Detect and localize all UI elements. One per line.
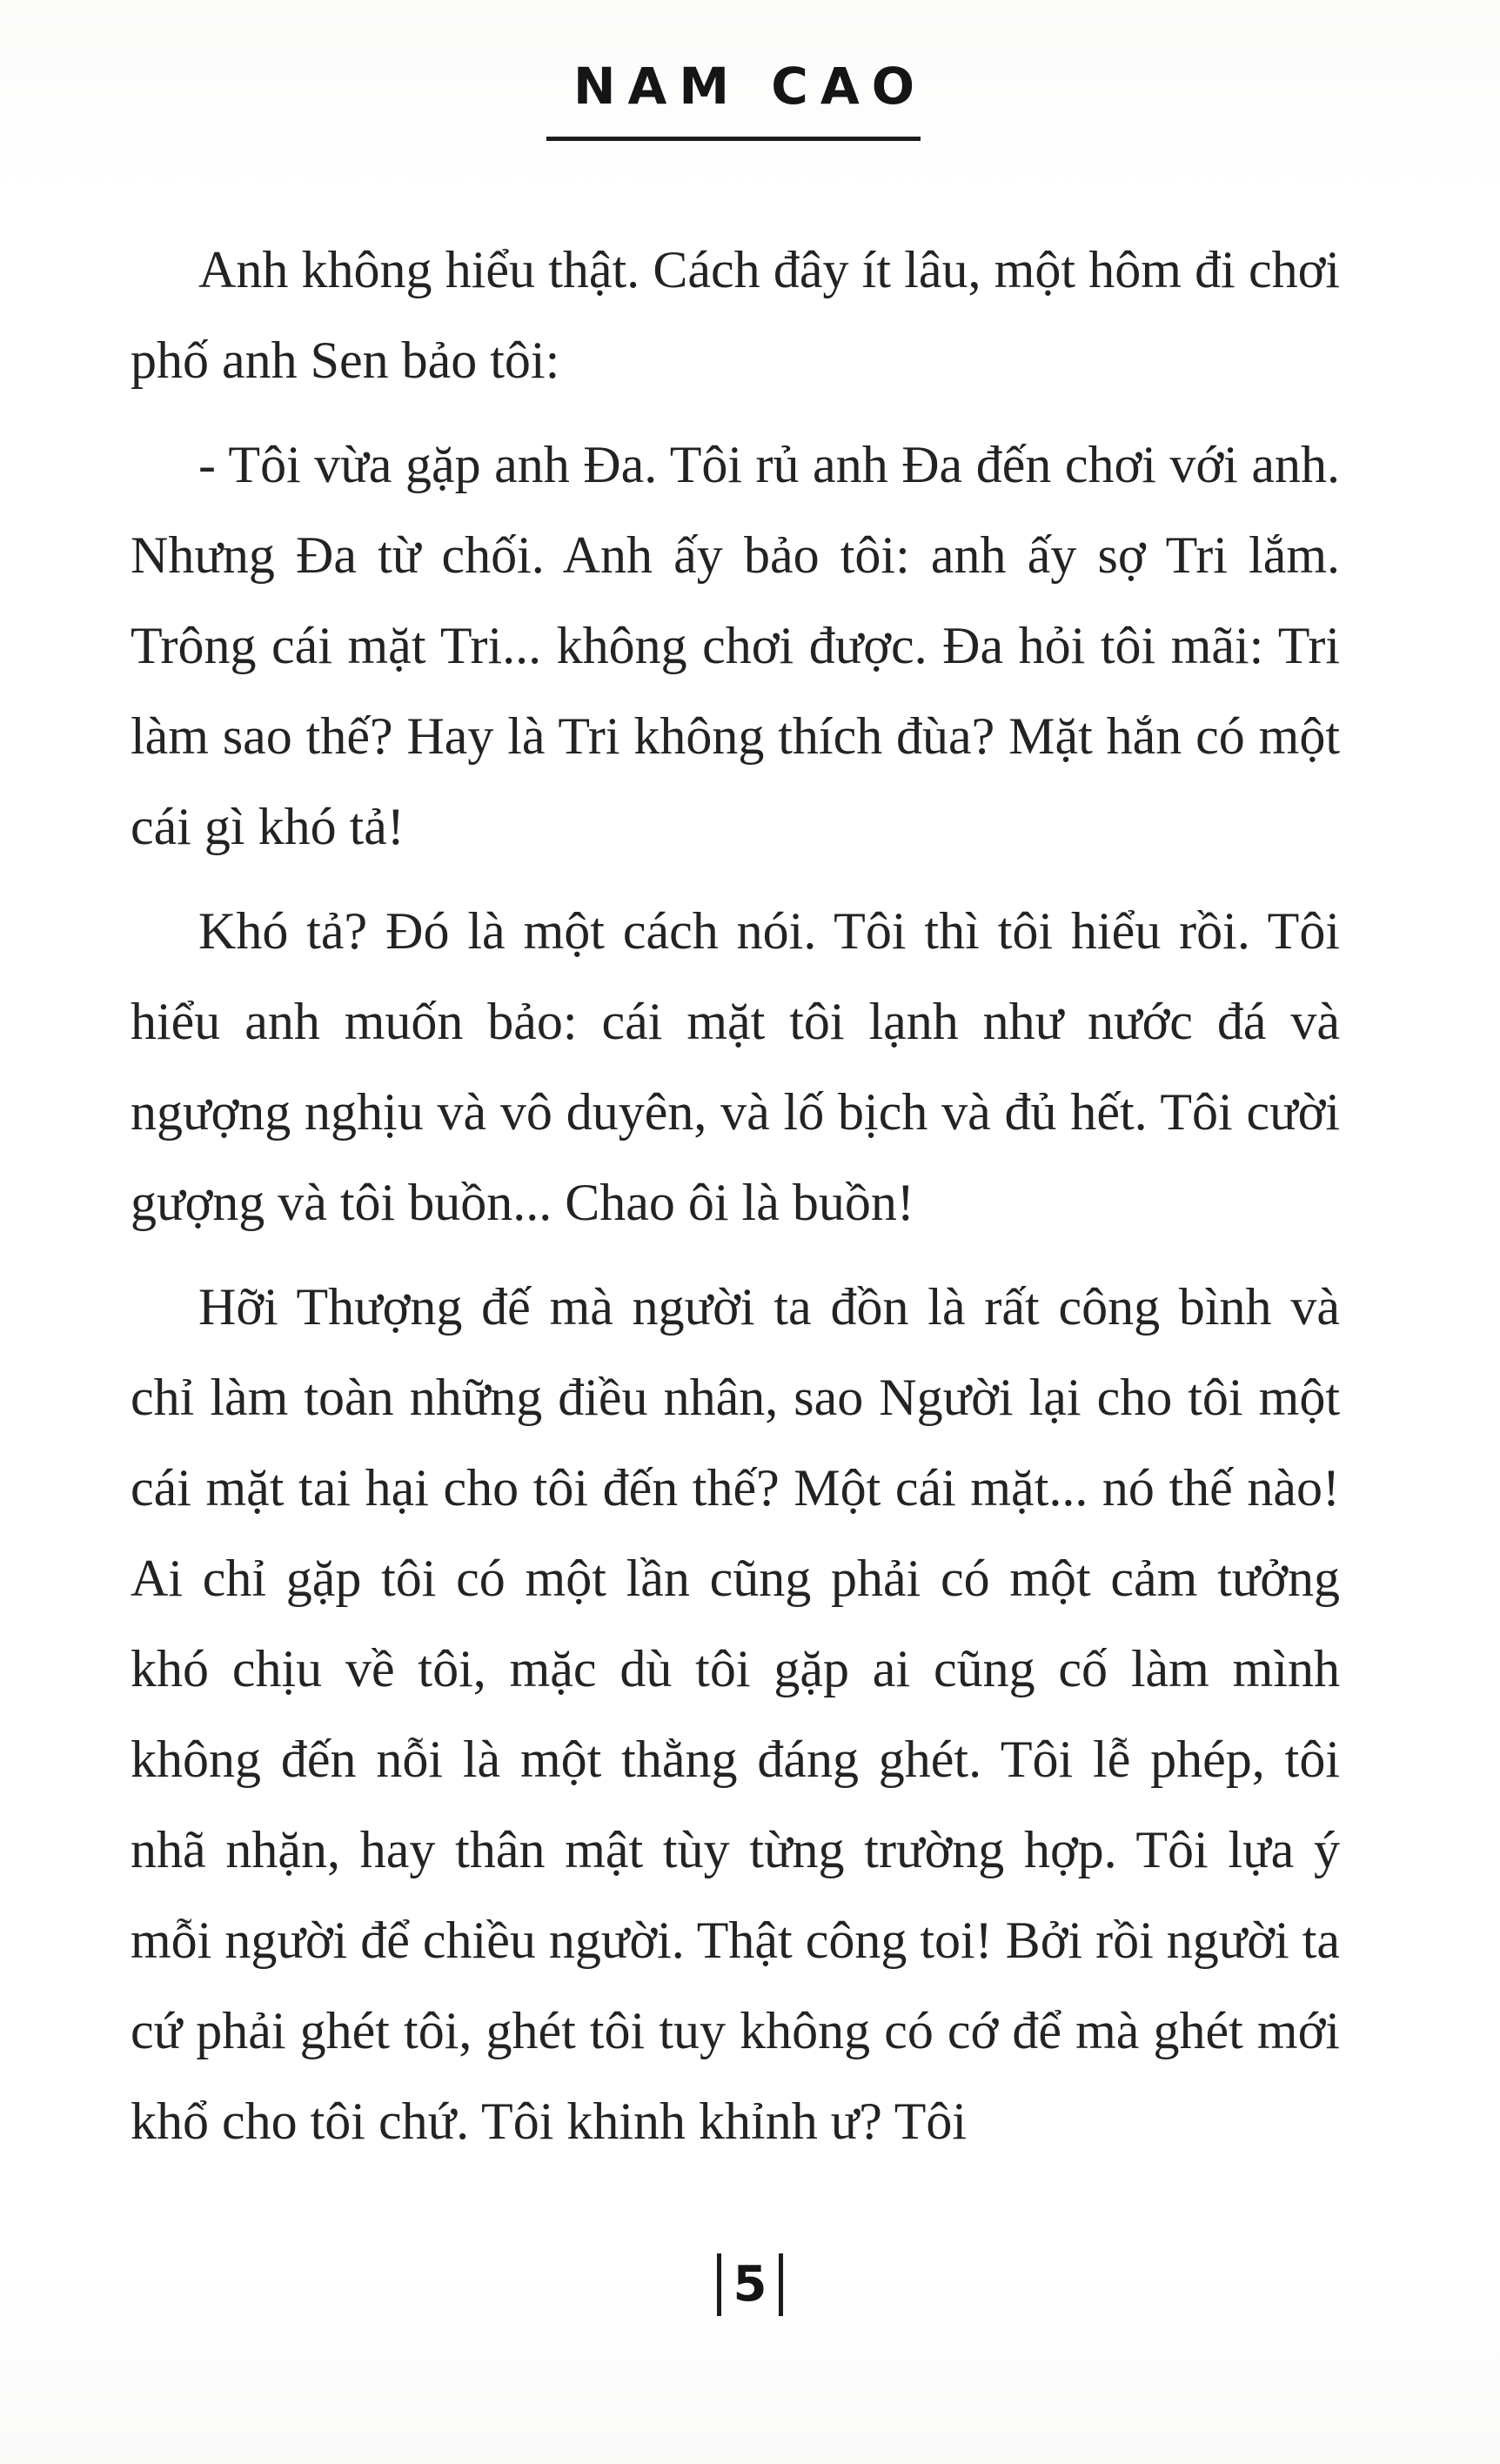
page-number bbox=[0, 2253, 1500, 2316]
page-number-left-bar bbox=[717, 2253, 721, 2316]
paragraph-2: - Tôi vừa gặp anh Đa. Tôi rủ anh Đa đến chơi với anh. Nhưng Đa từ chối. Anh ấy bảo tôi: anh ấy sợ Tri lắm. Trông cái mặt Tri... không chơi được. Đa hỏi tôi mãi: Tri làm sao thế? Hay là Tri không thích đùa? Mặt hắn có một cái gì khó tả! bbox=[131, 436, 1340, 855]
paragraph-4: Hỡi Thượng đế mà người ta đồn là rất công bình và chỉ làm toàn những điều nhân, sao Người lại cho tôi một cái mặt tai hại cho tôi đến thế? Một cái mặt... nó thế nào! Ai chỉ gặp tôi có một lần cũng phải có một cảm tưởng khó chịu về tôi, mặc dù tôi gặp ai cũng cố làm mình không đến nỗi là một thằng đáng ghét. Tôi lễ phép, tôi nhã nhặn, hay thân mật tùy từng trường hợp. Tôi lựa ý mỗi người để chiều người. Thật công toi! Bởi rồi người ta cứ phải ghét tôi, ghét tôi tuy không có cớ để mà ghét mới khổ cho tôi chứ. Tôi khinh khỉnh ư? Tôi bbox=[131, 1278, 1340, 2150]
page-number-value: 5 bbox=[733, 2256, 767, 2313]
page-number-right-bar bbox=[779, 2253, 783, 2316]
running-head-author: NAM CAO bbox=[573, 57, 927, 116]
header-rule bbox=[546, 137, 921, 141]
paragraph-3: Khó tả? Đó là một cách nói. Tôi thì tôi hiểu rồi. Tôi hiểu anh muốn bảo: cái mặt tôi lạnh như nước đá và ngượng nghịu và vô duyên, và lố bịch và đủ hết. Tôi cười gượng và tôi buồn... Chao ôi là buồn! bbox=[131, 902, 1340, 1231]
paragraph-1: Anh không hiểu thật. Cách đây ít lâu, một hôm đi chơi phố anh Sen bảo tôi: bbox=[131, 241, 1340, 389]
body-text bbox=[131, 224, 1340, 2180]
